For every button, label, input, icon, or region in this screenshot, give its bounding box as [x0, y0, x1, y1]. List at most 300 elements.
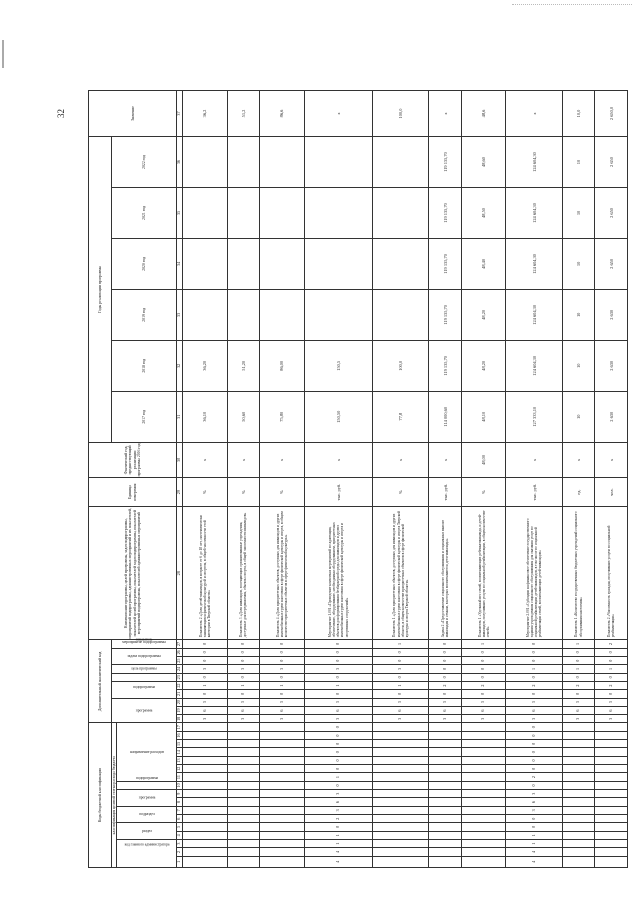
column-number: 24: [177, 665, 183, 673]
code-cell: 4: [506, 848, 562, 856]
code-cell: 0: [304, 740, 372, 748]
code-cell: 3: [227, 665, 260, 673]
code-cell: [461, 731, 505, 739]
code-cell: [562, 781, 595, 789]
code-cell: [461, 790, 505, 798]
year-value-cell: [304, 238, 372, 289]
code-cell: 0: [506, 640, 562, 648]
row-name-cell: Мероприятие 1.001 «Проведение комплекса мероприятий по адаптации, обеспечению, оборудованию, необходимым оборудованием, приоритетных объектов для формирования безбарьерной среды для инвалидов и других маломобильных групп населения в сфере физической культуры и спорта и спортивных сооружений»: [304, 507, 372, 640]
column-number: 16: [177, 731, 183, 739]
code-cell: [373, 731, 429, 739]
unit-cell: %: [227, 478, 260, 507]
code-cell: 6: [461, 706, 505, 714]
year-value-cell: 10: [562, 391, 595, 442]
year-value-cell: 10: [562, 289, 595, 340]
base-year-cell: x: [304, 442, 372, 477]
column-number: 15: [177, 740, 183, 748]
column-number: 6: [177, 815, 183, 823]
code-cell: [562, 815, 595, 823]
code-cell: [461, 856, 505, 867]
code-cell: [227, 831, 260, 839]
code-cell: [260, 781, 304, 789]
code-cell: 6: [183, 706, 227, 714]
code-cell: 0: [227, 648, 260, 656]
year-value-cell: 119 135,70: [429, 238, 462, 289]
unit-cell: чел.: [595, 478, 628, 507]
column-number: 2: [177, 848, 183, 856]
prog-code-header: программа: [117, 790, 177, 807]
year-value-cell: 114 000,60: [429, 391, 462, 442]
code-cell: [461, 815, 505, 823]
code-cell: 0: [227, 656, 260, 664]
base-year-cell: x: [595, 442, 628, 477]
code-cell: 3: [227, 698, 260, 706]
unit-cell: %: [373, 478, 429, 507]
year-2018-header: 2018 год: [112, 340, 177, 391]
code-cell: [227, 773, 260, 781]
column-number: 9: [177, 790, 183, 798]
code-cell: [373, 815, 429, 823]
final-value-cell: 51,2: [227, 91, 260, 137]
a-subprog-header: подпрограмма: [112, 681, 177, 698]
year-value-cell: 119 135,70: [429, 187, 462, 238]
code-cell: 3: [562, 698, 595, 706]
code-cell: 2: [595, 640, 628, 648]
code-cell: [227, 815, 260, 823]
code-cell: [183, 756, 227, 764]
code-cell: [373, 848, 429, 856]
code-cell: 0: [183, 656, 227, 664]
column-number: 23: [177, 673, 183, 681]
subprog-code-header: подпрограмма: [117, 781, 177, 789]
code-cell: [461, 723, 505, 731]
code-cell: [227, 740, 260, 748]
final-value-cell: 86,6: [260, 91, 304, 137]
table-row: [183, 91, 227, 868]
year-value-cell: 75,80: [260, 391, 304, 442]
code-cell: 3: [373, 698, 429, 706]
column-number: 20: [177, 698, 183, 706]
code-cell: 0: [562, 690, 595, 698]
code-cell: 2: [461, 681, 505, 689]
year-value-cell: [260, 238, 304, 289]
table-body: [183, 91, 628, 868]
code-cell: 6: [227, 706, 260, 714]
row-name-cell: Задача 2 «Предоставление социального обслуживания и социальных выплат инвалидам и семьям, в которых воспитываются дети-инвалиды»: [429, 507, 462, 640]
code-cell: [461, 798, 505, 806]
code-cell: [227, 790, 260, 798]
code-cell: 0: [260, 640, 304, 648]
code-cell: 0: [506, 823, 562, 831]
code-cell: 0: [227, 690, 260, 698]
year-value-cell: 2 650: [595, 137, 628, 188]
code-cell: 3: [506, 806, 562, 814]
code-cell: 6: [562, 706, 595, 714]
code-cell: 4: [506, 856, 562, 867]
code-cell: [183, 765, 227, 773]
code-cell: 3: [227, 715, 260, 723]
direction-header: направление расходов: [117, 723, 177, 781]
column-number: 35: [177, 187, 183, 238]
column-number: 34: [177, 238, 183, 289]
code-cell: [227, 731, 260, 739]
final-value-cell: 2 650,0: [595, 91, 628, 137]
year-value-cell: 50,60: [227, 391, 260, 442]
row-name-cell: Показатель 1 «Количество государственных бюджетных учреждений социального обслуживания населения»: [562, 507, 595, 640]
base-year-cell: x: [506, 442, 562, 477]
code-cell: [595, 806, 628, 814]
row-name-cell: Показатель 2 «Доля детей-инвалидов, в возрасте от 6 до 18 лет, систематически занимающихся физической культурой и спортом, в общей численности этой категории в Тверской области»: [183, 507, 227, 640]
target-article-header: классификация целевой статьи расхода бюджета: [112, 723, 117, 868]
code-cell: [429, 756, 462, 764]
a-task-header: задача подпрограммы: [112, 665, 177, 673]
code-cell: [429, 731, 462, 739]
code-cell: 0: [506, 756, 562, 764]
code-cell: 6: [260, 706, 304, 714]
column-number: 33: [177, 289, 183, 340]
code-cell: [260, 848, 304, 856]
code-cell: 0: [506, 656, 562, 664]
year-value-cell: 48,10: [461, 391, 505, 442]
column-number: 32: [177, 340, 183, 391]
year-value-cell: 127 333,10: [506, 391, 562, 442]
code-cell: [373, 839, 429, 847]
code-cell: 3: [461, 698, 505, 706]
code-cell: 0: [304, 781, 372, 789]
base-year-cell: 48,00: [461, 442, 505, 477]
final-value-cell: 36,2: [183, 91, 227, 137]
column-number: 22: [177, 681, 183, 689]
code-cell: [260, 815, 304, 823]
code-cell: [260, 839, 304, 847]
year-value-cell: 150,5: [304, 340, 372, 391]
year-value-cell: [183, 238, 227, 289]
code-cell: [562, 856, 595, 867]
column-number: 10: [177, 781, 183, 789]
year-value-cell: 51,20: [227, 340, 260, 391]
code-cell: 0: [429, 640, 462, 648]
code-cell: 0: [304, 656, 372, 664]
code-cell: 3: [304, 806, 372, 814]
column-number: 19: [177, 706, 183, 714]
code-cell: 0: [595, 673, 628, 681]
code-cell: [595, 740, 628, 748]
year-value-cell: [304, 289, 372, 340]
year-value-cell: 124 604,30: [506, 340, 562, 391]
code-cell: 1: [373, 640, 429, 648]
code-cell: [461, 848, 505, 856]
base-year-cell: x: [183, 442, 227, 477]
code-cell: 3: [429, 715, 462, 723]
code-cell: 0: [304, 640, 372, 648]
code-cell: 3: [304, 715, 372, 723]
code-cell: 0: [461, 656, 505, 664]
code-cell: 3: [304, 665, 372, 673]
unit-cell: тыс. руб.: [506, 478, 562, 507]
code-cell: 0: [429, 690, 462, 698]
code-cell: 3: [304, 698, 372, 706]
table-row: [227, 91, 260, 868]
code-cell: 3: [506, 715, 562, 723]
column-number: 21: [177, 690, 183, 698]
code-cell: 0: [461, 648, 505, 656]
code-cell: 0: [506, 731, 562, 739]
year-value-cell: 2 630: [595, 391, 628, 442]
column-number: 37: [177, 91, 183, 137]
base-year-cell: x: [260, 442, 304, 477]
code-cell: 0: [373, 656, 429, 664]
code-cell: 0: [562, 673, 595, 681]
code-cell: [260, 756, 304, 764]
code-cell: [183, 731, 227, 739]
code-cell: 4: [304, 848, 372, 856]
year-value-cell: 119 135,70: [429, 137, 462, 188]
code-cell: 3: [373, 665, 429, 673]
unit-cell: %: [260, 478, 304, 507]
code-cell: [595, 831, 628, 839]
year-value-cell: [260, 137, 304, 188]
code-cell: [562, 773, 595, 781]
code-cell: [595, 773, 628, 781]
table-row: [304, 91, 372, 868]
code-cell: [429, 856, 462, 867]
code-cell: [461, 839, 505, 847]
final-value-cell: 48,6: [461, 91, 505, 137]
code-cell: 3: [183, 665, 227, 673]
year-value-cell: [260, 289, 304, 340]
code-cell: 0: [562, 648, 595, 656]
code-cell: [562, 790, 595, 798]
code-cell: 0: [260, 673, 304, 681]
additional-code-header: Дополнительный аналитический код: [89, 640, 112, 723]
code-cell: [373, 748, 429, 756]
code-cell: 0: [506, 781, 562, 789]
year-2020-header: 2020 год: [112, 238, 177, 289]
code-cell: 1: [227, 681, 260, 689]
code-cell: [595, 823, 628, 831]
table-row: [562, 91, 595, 868]
code-cell: [260, 765, 304, 773]
code-cell: 1: [260, 681, 304, 689]
code-cell: [562, 765, 595, 773]
column-number: 28: [177, 507, 183, 640]
code-cell: [183, 723, 227, 731]
code-cell: 0: [506, 723, 562, 731]
year-value-cell: [304, 187, 372, 238]
code-cell: [562, 756, 595, 764]
code-cell: [227, 823, 260, 831]
code-cell: [183, 781, 227, 789]
code-cell: 1: [304, 839, 372, 847]
code-cell: 3: [429, 698, 462, 706]
code-cell: 0: [183, 673, 227, 681]
code-cell: 1: [562, 665, 595, 673]
code-cell: 0: [304, 823, 372, 831]
code-cell: 2: [562, 681, 595, 689]
code-cell: [373, 790, 429, 798]
row-name-cell: Показатель 2 «Численность граждан, получивших услуги по социальной реабилитации»: [595, 507, 628, 640]
code-cell: [429, 839, 462, 847]
code-cell: 0: [227, 640, 260, 648]
column-number: 18: [177, 715, 183, 723]
unit-cell: %: [461, 478, 505, 507]
year-value-cell: 124 604,30: [506, 238, 562, 289]
code-cell: [429, 781, 462, 789]
year-value-cell: 124 604,30: [506, 187, 562, 238]
code-cell: 2: [506, 681, 562, 689]
code-cell: 0: [304, 723, 372, 731]
code-cell: 6: [595, 706, 628, 714]
code-cell: [429, 815, 462, 823]
code-cell: 1: [373, 681, 429, 689]
code-cell: [595, 765, 628, 773]
code-cell: [260, 723, 304, 731]
unit-column-header: Единица измерения: [89, 478, 177, 507]
a-prog-header: программа: [112, 698, 177, 723]
code-cell: 2: [595, 681, 628, 689]
year-value-cell: [373, 187, 429, 238]
year-value-cell: 48,60: [461, 137, 505, 188]
column-number: 7: [177, 806, 183, 814]
code-cell: [373, 823, 429, 831]
year-value-cell: 36,10: [183, 391, 227, 442]
year-2022-header: 2022 год: [112, 137, 177, 188]
code-cell: 3: [506, 790, 562, 798]
year-2019-header: 2019 год: [112, 289, 177, 340]
year-value-cell: 2 630: [595, 340, 628, 391]
code-cell: 1: [304, 831, 372, 839]
code-cell: [562, 731, 595, 739]
code-cell: [429, 848, 462, 856]
code-cell: [595, 798, 628, 806]
year-value-cell: [373, 238, 429, 289]
row-name-cell: Показатель 4 «Доля приоритетных объектов, доступных для инвалидов и других маломобильных групп населения в сфере физической культуры и спорта, в общем количестве приоритетных объектов в сфере физической культуры»: [260, 507, 304, 640]
column-number: 8: [177, 798, 183, 806]
code-cell: [461, 781, 505, 789]
code-cell: [595, 748, 628, 756]
column-number: 14: [177, 748, 183, 756]
code-cell: [183, 773, 227, 781]
codes-group-header: Коды бюджетной классификации: [89, 723, 112, 868]
year-value-cell: 10: [562, 187, 595, 238]
year-value-cell: 2 650: [595, 187, 628, 238]
admin-code-header: код главного администратора: [117, 839, 177, 867]
code-cell: [227, 748, 260, 756]
code-cell: 0: [595, 690, 628, 698]
code-cell: 1: [562, 640, 595, 648]
code-cell: 0: [373, 690, 429, 698]
code-cell: 0: [304, 648, 372, 656]
year-2017-header: 2017 год: [112, 391, 177, 442]
header-row-groups: [89, 91, 112, 868]
unit-cell: ед.: [562, 478, 595, 507]
code-cell: 4: [304, 856, 372, 867]
code-cell: 6: [304, 706, 372, 714]
year-value-cell: 48,20: [461, 289, 505, 340]
code-cell: [429, 798, 462, 806]
code-cell: 3: [562, 715, 595, 723]
year-value-cell: [227, 289, 260, 340]
code-cell: 0: [227, 673, 260, 681]
table-row: [461, 91, 505, 868]
year-value-cell: [183, 289, 227, 340]
code-cell: [429, 773, 462, 781]
code-cell: [373, 756, 429, 764]
code-cell: 0: [304, 731, 372, 739]
code-cell: 0: [595, 648, 628, 656]
code-cell: [461, 765, 505, 773]
code-cell: [183, 815, 227, 823]
row-name-cell: Показатель 1 «Удельный вес семей, воспитывающих ребенка-инвалида, и детей-инвалидов, получивших услуги по социальной реабилитации, в общем количестве семей»: [461, 507, 505, 640]
code-cell: [183, 848, 227, 856]
code-cell: 3: [260, 665, 304, 673]
code-cell: [595, 856, 628, 867]
table-row: [429, 91, 462, 868]
code-cell: 3: [183, 698, 227, 706]
base-year-cell: x: [562, 442, 595, 477]
code-cell: 3: [595, 698, 628, 706]
base-year-cell: x: [227, 442, 260, 477]
code-cell: [461, 806, 505, 814]
final-value-cell: x: [429, 91, 462, 137]
code-cell: [429, 765, 462, 773]
code-cell: [227, 839, 260, 847]
column-number: 3: [177, 839, 183, 847]
code-cell: 6: [373, 706, 429, 714]
code-cell: [562, 806, 595, 814]
final-value-cell: 100,0: [373, 91, 429, 137]
year-value-cell: 10: [562, 137, 595, 188]
unit-cell: тыс. руб.: [304, 478, 372, 507]
code-cell: [429, 790, 462, 798]
code-cell: [260, 831, 304, 839]
column-number: 27: [177, 640, 183, 648]
code-cell: [183, 823, 227, 831]
page-number: 32: [56, 109, 66, 118]
year-value-cell: [227, 238, 260, 289]
a-indicator-header: показатель: [112, 640, 177, 648]
code-cell: [373, 773, 429, 781]
year-value-cell: [304, 137, 372, 188]
code-cell: 3: [595, 715, 628, 723]
section-header: раздел: [117, 823, 177, 840]
code-cell: [373, 740, 429, 748]
code-cell: 0: [304, 690, 372, 698]
column-number: 1: [177, 856, 183, 867]
base-year-cell: x: [429, 442, 462, 477]
column-number: 12: [177, 765, 183, 773]
code-cell: [227, 765, 260, 773]
year-value-cell: [183, 187, 227, 238]
code-cell: 6: [304, 798, 372, 806]
code-cell: [227, 781, 260, 789]
code-cell: 0: [506, 740, 562, 748]
table-row: [506, 91, 562, 868]
name-column-header: Наименование программы, целей программы, задач подпрограммы, мероприятий подпрограммы, административных мероприятий и их показателей, показателей целей программы, показателей задач подпрограммы, показателей мероприятий подпрограммы, показателей административных мероприятий: [89, 507, 177, 640]
year-value-cell: 124 604,30: [506, 137, 562, 188]
code-cell: [260, 740, 304, 748]
code-cell: 6: [429, 706, 462, 714]
year-value-cell: [227, 137, 260, 188]
year-value-cell: 48,40: [461, 238, 505, 289]
code-cell: 0: [429, 673, 462, 681]
code-cell: 0: [304, 673, 372, 681]
code-cell: [562, 798, 595, 806]
code-cell: [595, 756, 628, 764]
code-cell: 0: [506, 673, 562, 681]
table-row: [373, 91, 429, 868]
code-cell: [183, 806, 227, 814]
